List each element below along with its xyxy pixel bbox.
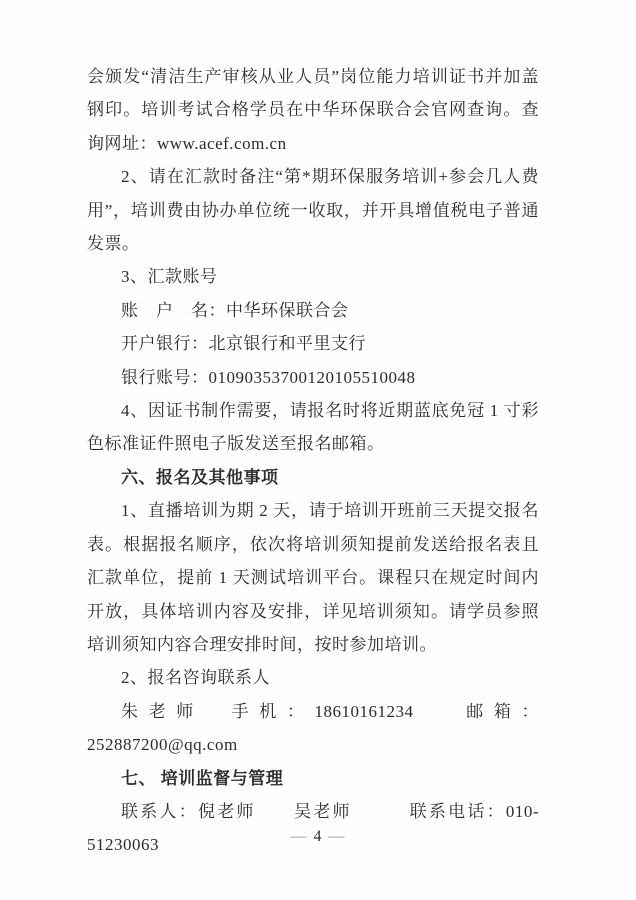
section-heading-registration: 六、报名及其他事项 xyxy=(121,467,279,487)
paragraph-photo-requirement: 4、因证书制作需要，请报名时将近期蓝底免冠 1 寸彩色标准证件照电子版发送至报名邮箱。 xyxy=(87,401,539,454)
page-number: 4 xyxy=(313,828,323,845)
paragraph-remit-account-heading: 3、汇款账号 xyxy=(121,267,218,287)
paragraph-remittance-note: 2、请在汇款时备注“第*期环保服务培训+参会几人费用”，培训费由协办单位统一收取，并开具增值税电子普通发票。 xyxy=(87,167,539,254)
registration-contact-line: 朱老师 手机：18610161234 邮箱：252887200@qq.com xyxy=(87,701,539,755)
paragraph-certificate-info: 会颁发“清洁生产审核从业人员”岗位能力培训证书并加盖钢印。培训考试合格学员在中华环保联合会官网查询。查询网址：www.acef.com.cn xyxy=(87,67,539,153)
footer-left-dash: — xyxy=(290,828,308,845)
document-body xyxy=(87,60,539,862)
footer-right-dash: — xyxy=(328,828,346,845)
account-name-line: 账 户 名：中华环保联合会 xyxy=(121,300,349,320)
supervision-contact-line: 联系人：倪老师 吴老师 联系电话：010-51230063 xyxy=(87,801,539,855)
page-footer xyxy=(0,828,636,846)
bank-name-line: 开户银行：北京银行和平里支行 xyxy=(121,334,366,354)
paragraph-registration-contact-heading: 2、报名咨询联系人 xyxy=(121,668,270,688)
bank-account-number-line: 银行账号：01090353700120105510048 xyxy=(121,367,416,387)
paragraph-training-schedule: 1、直播培训为期 2 天，请于培训开班前三天提交报名表。根据报名顺序，依次将培训须知提前发送给报名表且汇款单位，提前 1 天测试培训平台。课程只在规定时间内开放，具体培训内容及安排，详见培训须知。请学员参照培训须知内容合理安排时间，按时参加培训。 xyxy=(87,501,539,654)
section-heading-supervision: 七、 培训监督与管理 xyxy=(121,768,284,788)
